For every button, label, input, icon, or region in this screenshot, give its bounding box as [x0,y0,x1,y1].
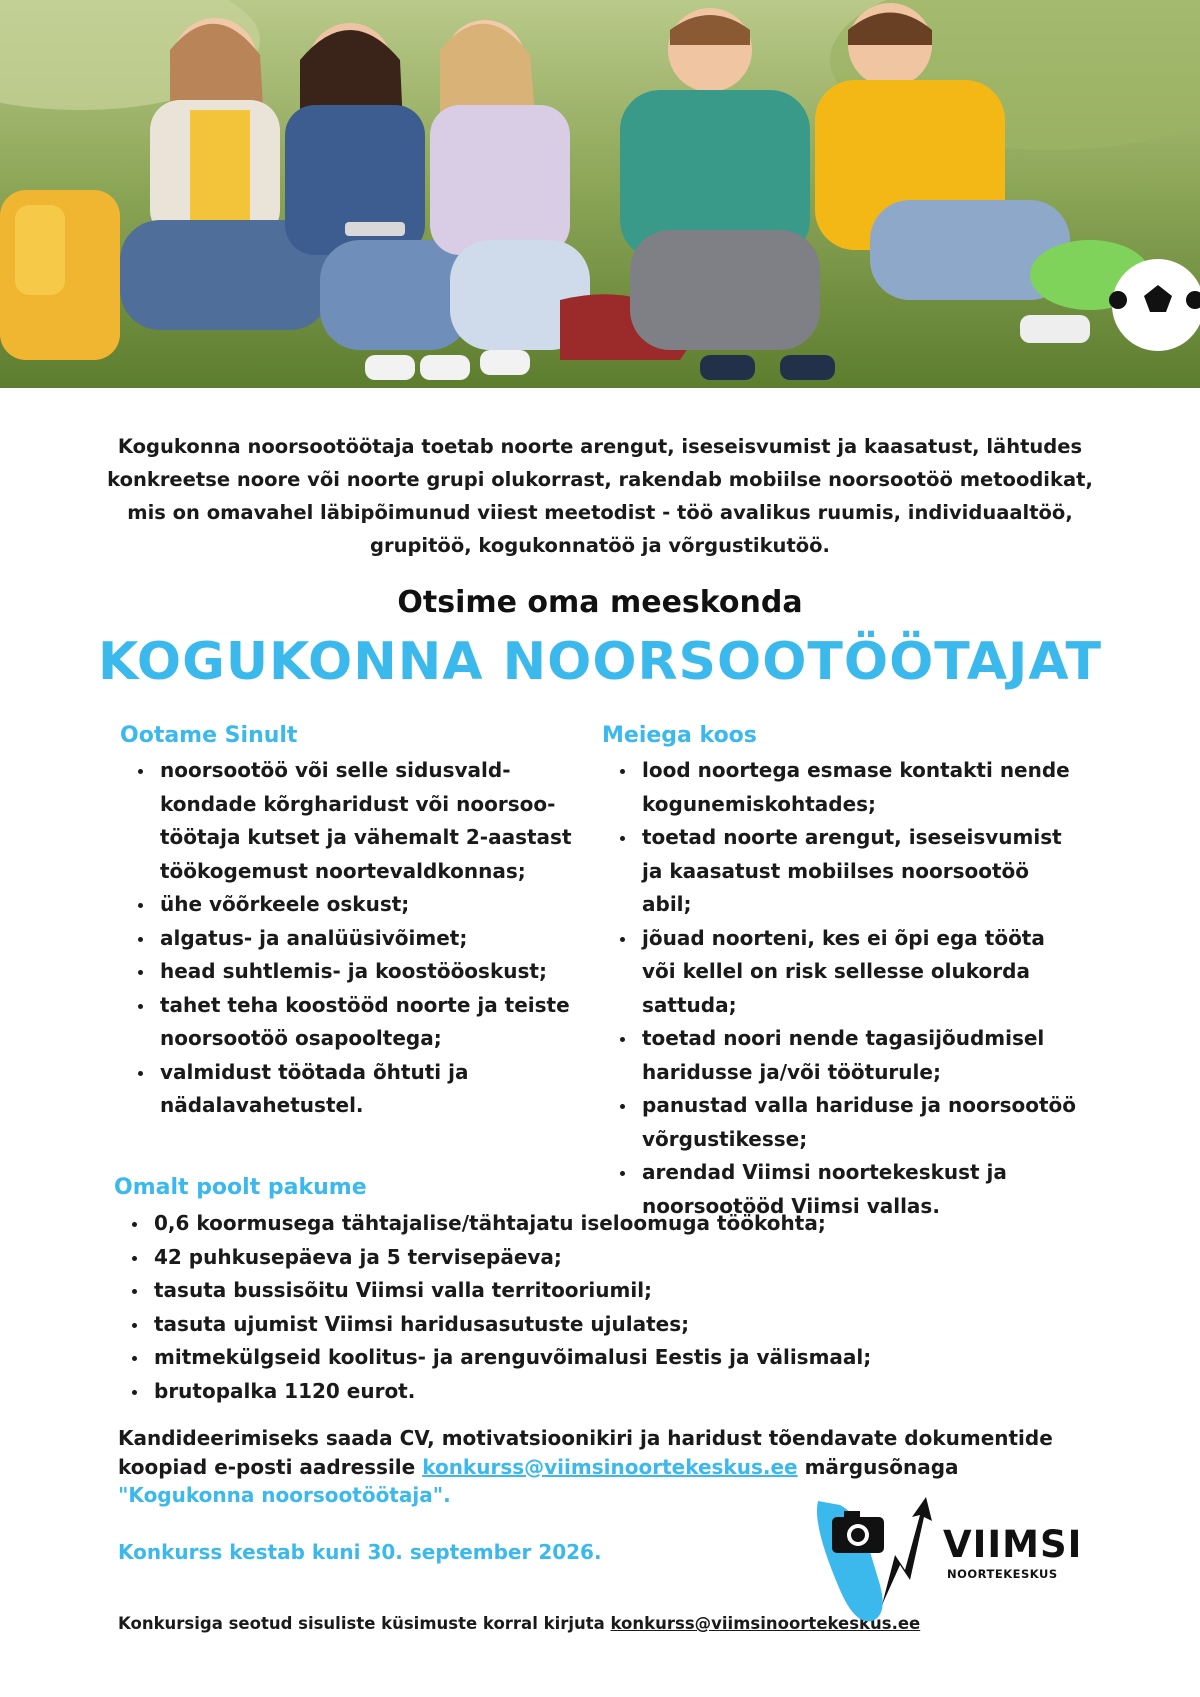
apply-text-after: märgusõnaga [797,1454,959,1479]
logo-subtitle: NOORTEKESKUS [947,1567,1058,1581]
together-list-item: jõuad noorteni, kes ei õpi ega tööta või kellel on risk sellesse olukorda sattuda; [604,922,1084,1023]
together-list-item: panustad valla hariduse ja noorsootöö võrgustikesse; [604,1089,1084,1156]
apply-text: Kandideerimiseks saada CV, motivatsioonikiri ja haridust tõendavate dokumentide koopiad e-posti aadressile [118,1426,1053,1479]
teens-on-grass-photo-icon [0,0,1200,388]
apply-keyword: "Kogukonna noorsootöötaja". [118,1483,451,1507]
together-list [604,754,1084,1223]
intro-paragraph: Kogukonna noorsootöötaja toetab noorte arengut, iseseisvumist ja kaasatust, lähtudes konkreetse noore või noorte grupi olukorrast, rakendab mobiilse noorsootöö metoodikat, mis on omavahel läbipõimunud viiest meetodist - töö avalikus ruumis, individuaaltöö, grupitöö, kogukonnatöö ja võrgustikutöö. [107,435,1093,557]
expect-list-item: algatus- ja analüüsivõimet; [122,922,582,956]
together-list-item: arendad Viimsi noortekeskust ja noorsootööd Viimsi vallas. [604,1156,1084,1223]
together-list-item: toetad noorte arengut, iseseisvumist ja kaasatust mobiilses noorsootöö abil; [604,821,1084,922]
expect-list-item: head suhtlemis- ja koostööoskust; [122,955,582,989]
section-title-expect: Ootame Sinult [120,723,298,748]
viimsi-logo [810,1495,1083,1630]
section-title-together: Meiega koos [602,723,757,748]
apply-email-link[interactable]: konkurss@viimsinoortekeskus.ee [422,1454,798,1479]
offer-list-item: tasuta ujumist Viimsi haridusasutuste ujulates; [116,1308,1016,1342]
expect-list-item: tahet teha koostööd noorte ja teiste noorsootöö osapooltega; [122,989,582,1056]
expect-list-item: noorsootöö või selle sidusvald-kondade kõrgharidust või noorsoo-töötaja kutset ja vähemalt 2-aastast töökogemust noortevaldkonnas; [122,754,582,888]
deadline-text: Konkurss kestab kuni 30. september 2026. [118,1540,602,1564]
contact-text: Konkursiga seotud sisuliste küsimuste korral kirjuta [118,1614,611,1633]
logo-name: VIIMSI [943,1523,1083,1566]
expect-list-item: valmidust töötada õhtuti ja nädalavahetustel. [122,1056,582,1123]
contact-email-link[interactable]: konkurss@viimsinoortekeskus.ee [610,1614,921,1633]
job-title-headline: KOGUKONNA NOORSOOTÖÖTAJAT [97,632,1103,692]
offer-list-item: tasuta bussisõitu Viimsi valla territooriumil; [116,1274,1016,1308]
offer-list-item: 0,6 koormusega tähtajalise/tähtajatu iseloomuga töökohta; [116,1207,1016,1241]
expect-list-item: ühe võõrkeele oskust; [122,888,582,922]
expect-list [122,754,582,1123]
offer-list-item: 42 puhkusepäeva ja 5 tervisepäeva; [116,1241,1016,1275]
hero-photo [0,0,1200,388]
lead-heading: Otsime oma meeskonda [397,585,803,620]
offer-list-item: mitmekülgseid koolitus- ja arenguvõimalusi Eestis ja välismaal; [116,1341,1016,1375]
together-list-item: toetad noori nende tagasijõudmisel haridusse ja/või tööturule; [604,1022,1084,1089]
section-title-offer: Omalt poolt pakume [114,1175,367,1200]
contact-line [118,1614,920,1633]
offer-list-item: brutopalka 1120 eurot. [116,1375,1016,1409]
together-list-item: lood noortega esmase kontakti nende kogunemiskohtades; [604,754,1084,821]
offer-list [116,1207,1016,1408]
camera-lightning-logo-icon [810,1495,940,1630]
